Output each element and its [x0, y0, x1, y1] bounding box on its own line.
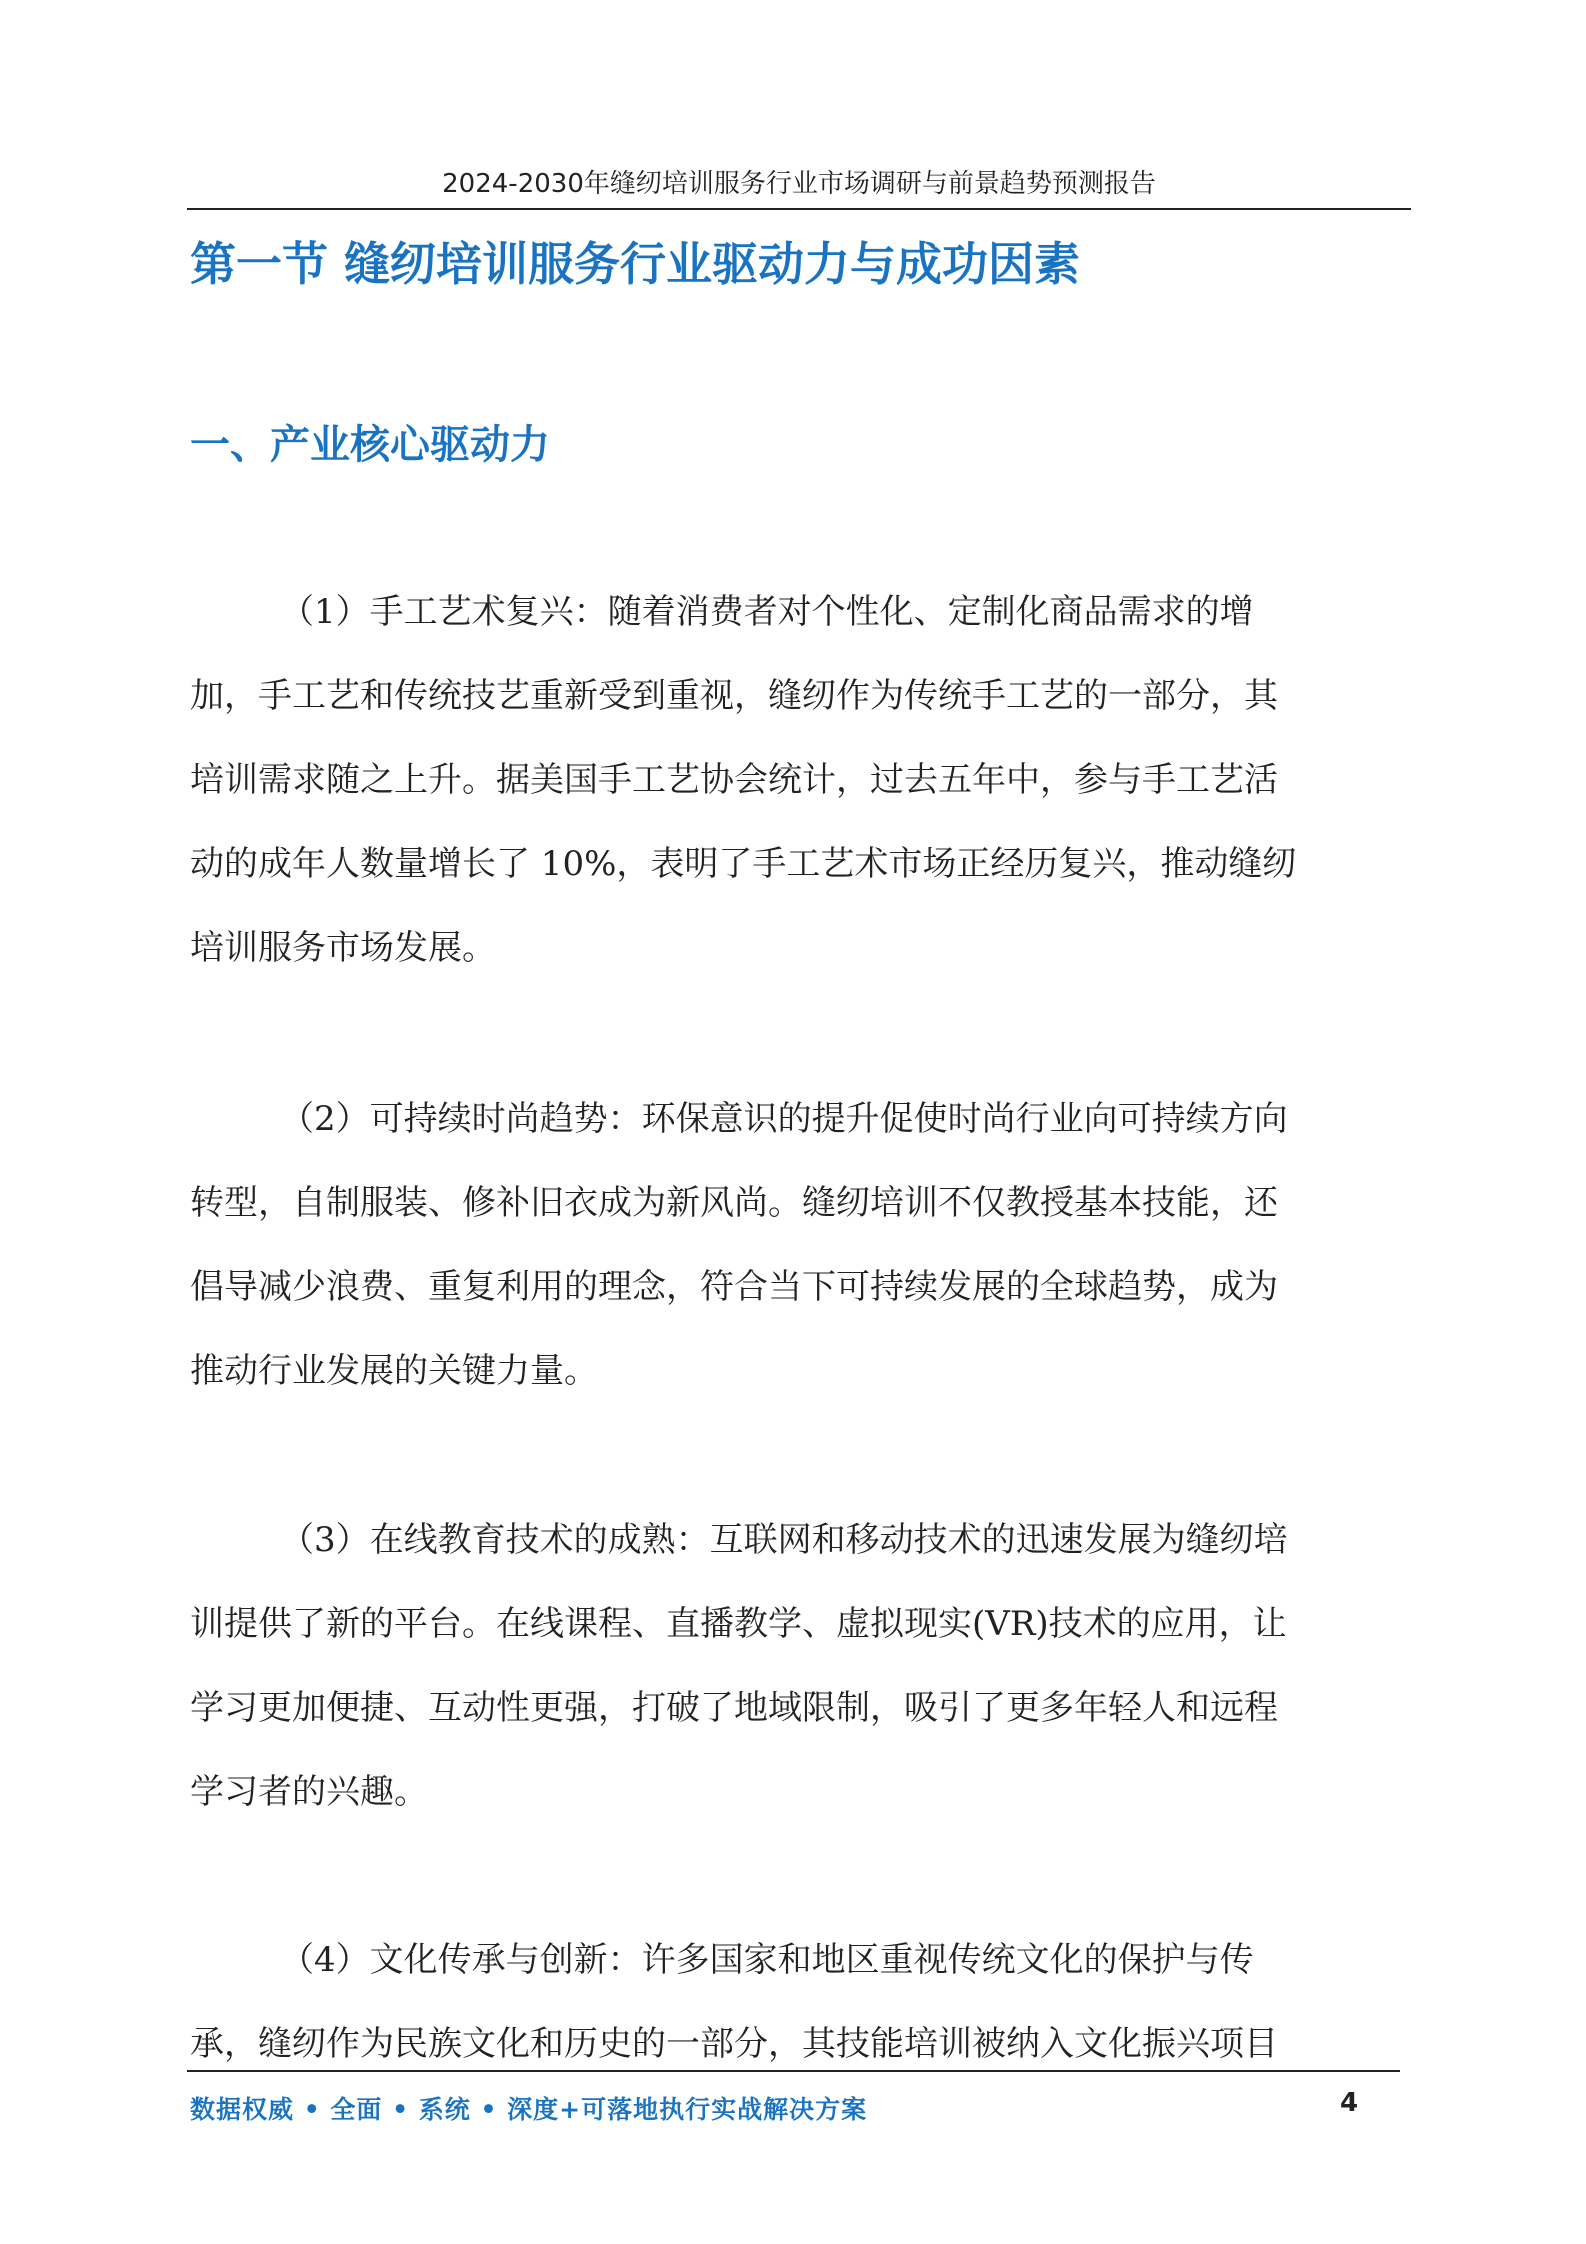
paragraph-handicraft-revival [190, 570, 1420, 990]
paragraph-sustainable-fashion [190, 1077, 1420, 1413]
paragraph-line: 转型，自制服装、修补旧衣成为新风尚。缝纫培训不仅教授基本技能，还 [190, 1183, 1278, 1223]
page-number: 4 [1340, 2088, 1359, 2118]
paragraph-line: 训提供了新的平台。在线课程、直播教学、虚拟现实(VR)技术的应用，让 [190, 1604, 1287, 1644]
paragraph-line: （4）文化传承与创新：许多国家和地区重视传统文化的保护与传 [280, 1940, 1254, 1980]
paragraph-line: （1）手工艺术复兴：随着消费者对个性化、定制化商品需求的增 [280, 592, 1254, 632]
footer-divider [187, 2070, 1400, 2072]
paragraph-line: 培训需求随之上升。据美国手工艺协会统计，过去五年中，参与手工艺活 [190, 760, 1278, 800]
paragraph-cultural-heritage [190, 1918, 1420, 2086]
paragraph-line: （3）在线教育技术的成熟：互联网和移动技术的迅速发展为缝纫培 [280, 1520, 1288, 1560]
footer-slogan: 数据权威 • 全面 • 系统 • 深度+可落地执行实战解决方案 [190, 2095, 868, 2124]
paragraph-line: 动的成年人数量增长了 10%，表明了手工艺术市场正经历复兴，推动缝纫 [190, 844, 1297, 884]
header-divider [187, 208, 1411, 210]
paragraph-online-education [190, 1498, 1420, 1834]
paragraph-line: 学习者的兴趣。 [190, 1772, 428, 1812]
section-title: 第一节 缝纫培训服务行业驱动力与成功因素 [190, 237, 1081, 291]
subsection-title: 一、产业核心驱动力 [190, 422, 550, 468]
paragraph-line: 学习更加便捷、互动性更强，打破了地域限制，吸引了更多年轻人和远程 [190, 1688, 1278, 1728]
paragraph-line: 倡导减少浪费、重复利用的理念，符合当下可持续发展的全球趋势，成为 [190, 1267, 1278, 1307]
paragraph-line: 承，缝纫作为民族文化和历史的一部分，其技能培训被纳入文化振兴项目 [190, 2024, 1278, 2064]
paragraph-line: （2）可持续时尚趋势：环保意识的提升促使时尚行业向可持续方向 [280, 1099, 1288, 1139]
report-header-title: 2024-2030年缝纫培训服务行业市场调研与前景趋势预测报告 [442, 169, 1156, 199]
paragraph-line: 培训服务市场发展。 [190, 928, 496, 968]
paragraph-line: 加，手工艺和传统技艺重新受到重视，缝纫作为传统手工艺的一部分，其 [190, 676, 1278, 716]
paragraph-line: 推动行业发展的关键力量。 [190, 1351, 598, 1391]
